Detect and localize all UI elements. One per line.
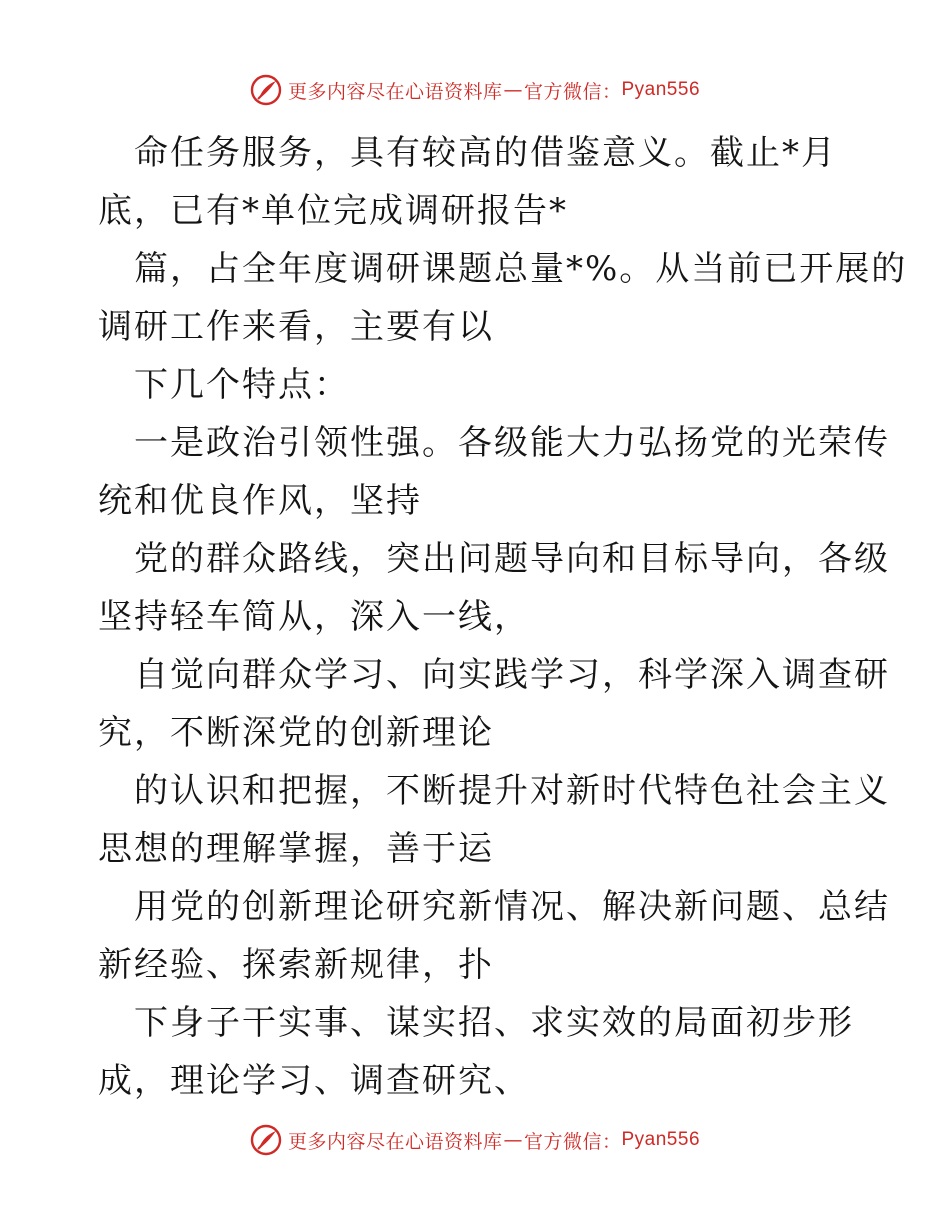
text-line: 调研工作来看，主要有以: [98, 307, 494, 347]
banner-brand-text: 更多内容尽在心语资料库: [287, 1130, 503, 1153]
text-line: 一是政治引领性强。各级能大力弘扬党的光荣传: [134, 423, 890, 463]
text-line: 下几个特点：: [134, 365, 350, 405]
text-line: 下身子干实事、谋实招、求实效的局面初步形: [134, 1003, 854, 1043]
quill-pen-logo-icon: [250, 1124, 282, 1156]
paragraph-intro: [98, 124, 908, 414]
banner-separator: —: [503, 79, 523, 101]
text-line: 底，已有*单位完成调研报告*: [98, 191, 568, 231]
text-line: 自觉向群众学习、向实践学习，科学深入调查研: [134, 655, 890, 695]
banner-brand-text: 更多内容尽在心语资料库: [287, 80, 503, 103]
banner-wechat-id: Pyan556: [621, 1129, 701, 1150]
text-line: 新经验、探索新规律，扑: [98, 945, 494, 985]
footer-banner: [0, 1120, 950, 1160]
text-line: 用党的创新理论研究新情况、解决新问题、总结: [134, 887, 890, 927]
text-line: 究，不断深党的创新理论: [98, 713, 494, 753]
banner-separator: —: [503, 1129, 523, 1151]
text-line: 思想的理解掌握，善于运: [98, 829, 494, 869]
quill-pen-logo-icon: [250, 74, 282, 106]
paragraph-point-one: [98, 414, 890, 1110]
banner-official-label: 官方微信：: [523, 80, 622, 103]
text-line: 成，理论学习、调查研究、: [98, 1061, 530, 1101]
banner-wechat-id: Pyan556: [621, 79, 701, 100]
text-line: 的认识和把握，不断提升对新时代特色社会主义: [134, 771, 890, 811]
text-line: 篇，占全年度调研课题总量*%。从当前已开展的: [134, 249, 908, 289]
banner-official-label: 官方微信：: [523, 1130, 622, 1153]
text-line: 坚持轻车简从，深入一线，: [98, 597, 530, 637]
text-line: 党的群众路线，突出问题导向和目标导向，各级: [134, 539, 890, 579]
header-banner: [0, 70, 950, 110]
document-body: [98, 124, 908, 1110]
text-line: 命任务服务，具有较高的借鉴意义。截止*月: [134, 133, 837, 173]
text-line: 统和优良作风，坚持: [98, 481, 422, 521]
